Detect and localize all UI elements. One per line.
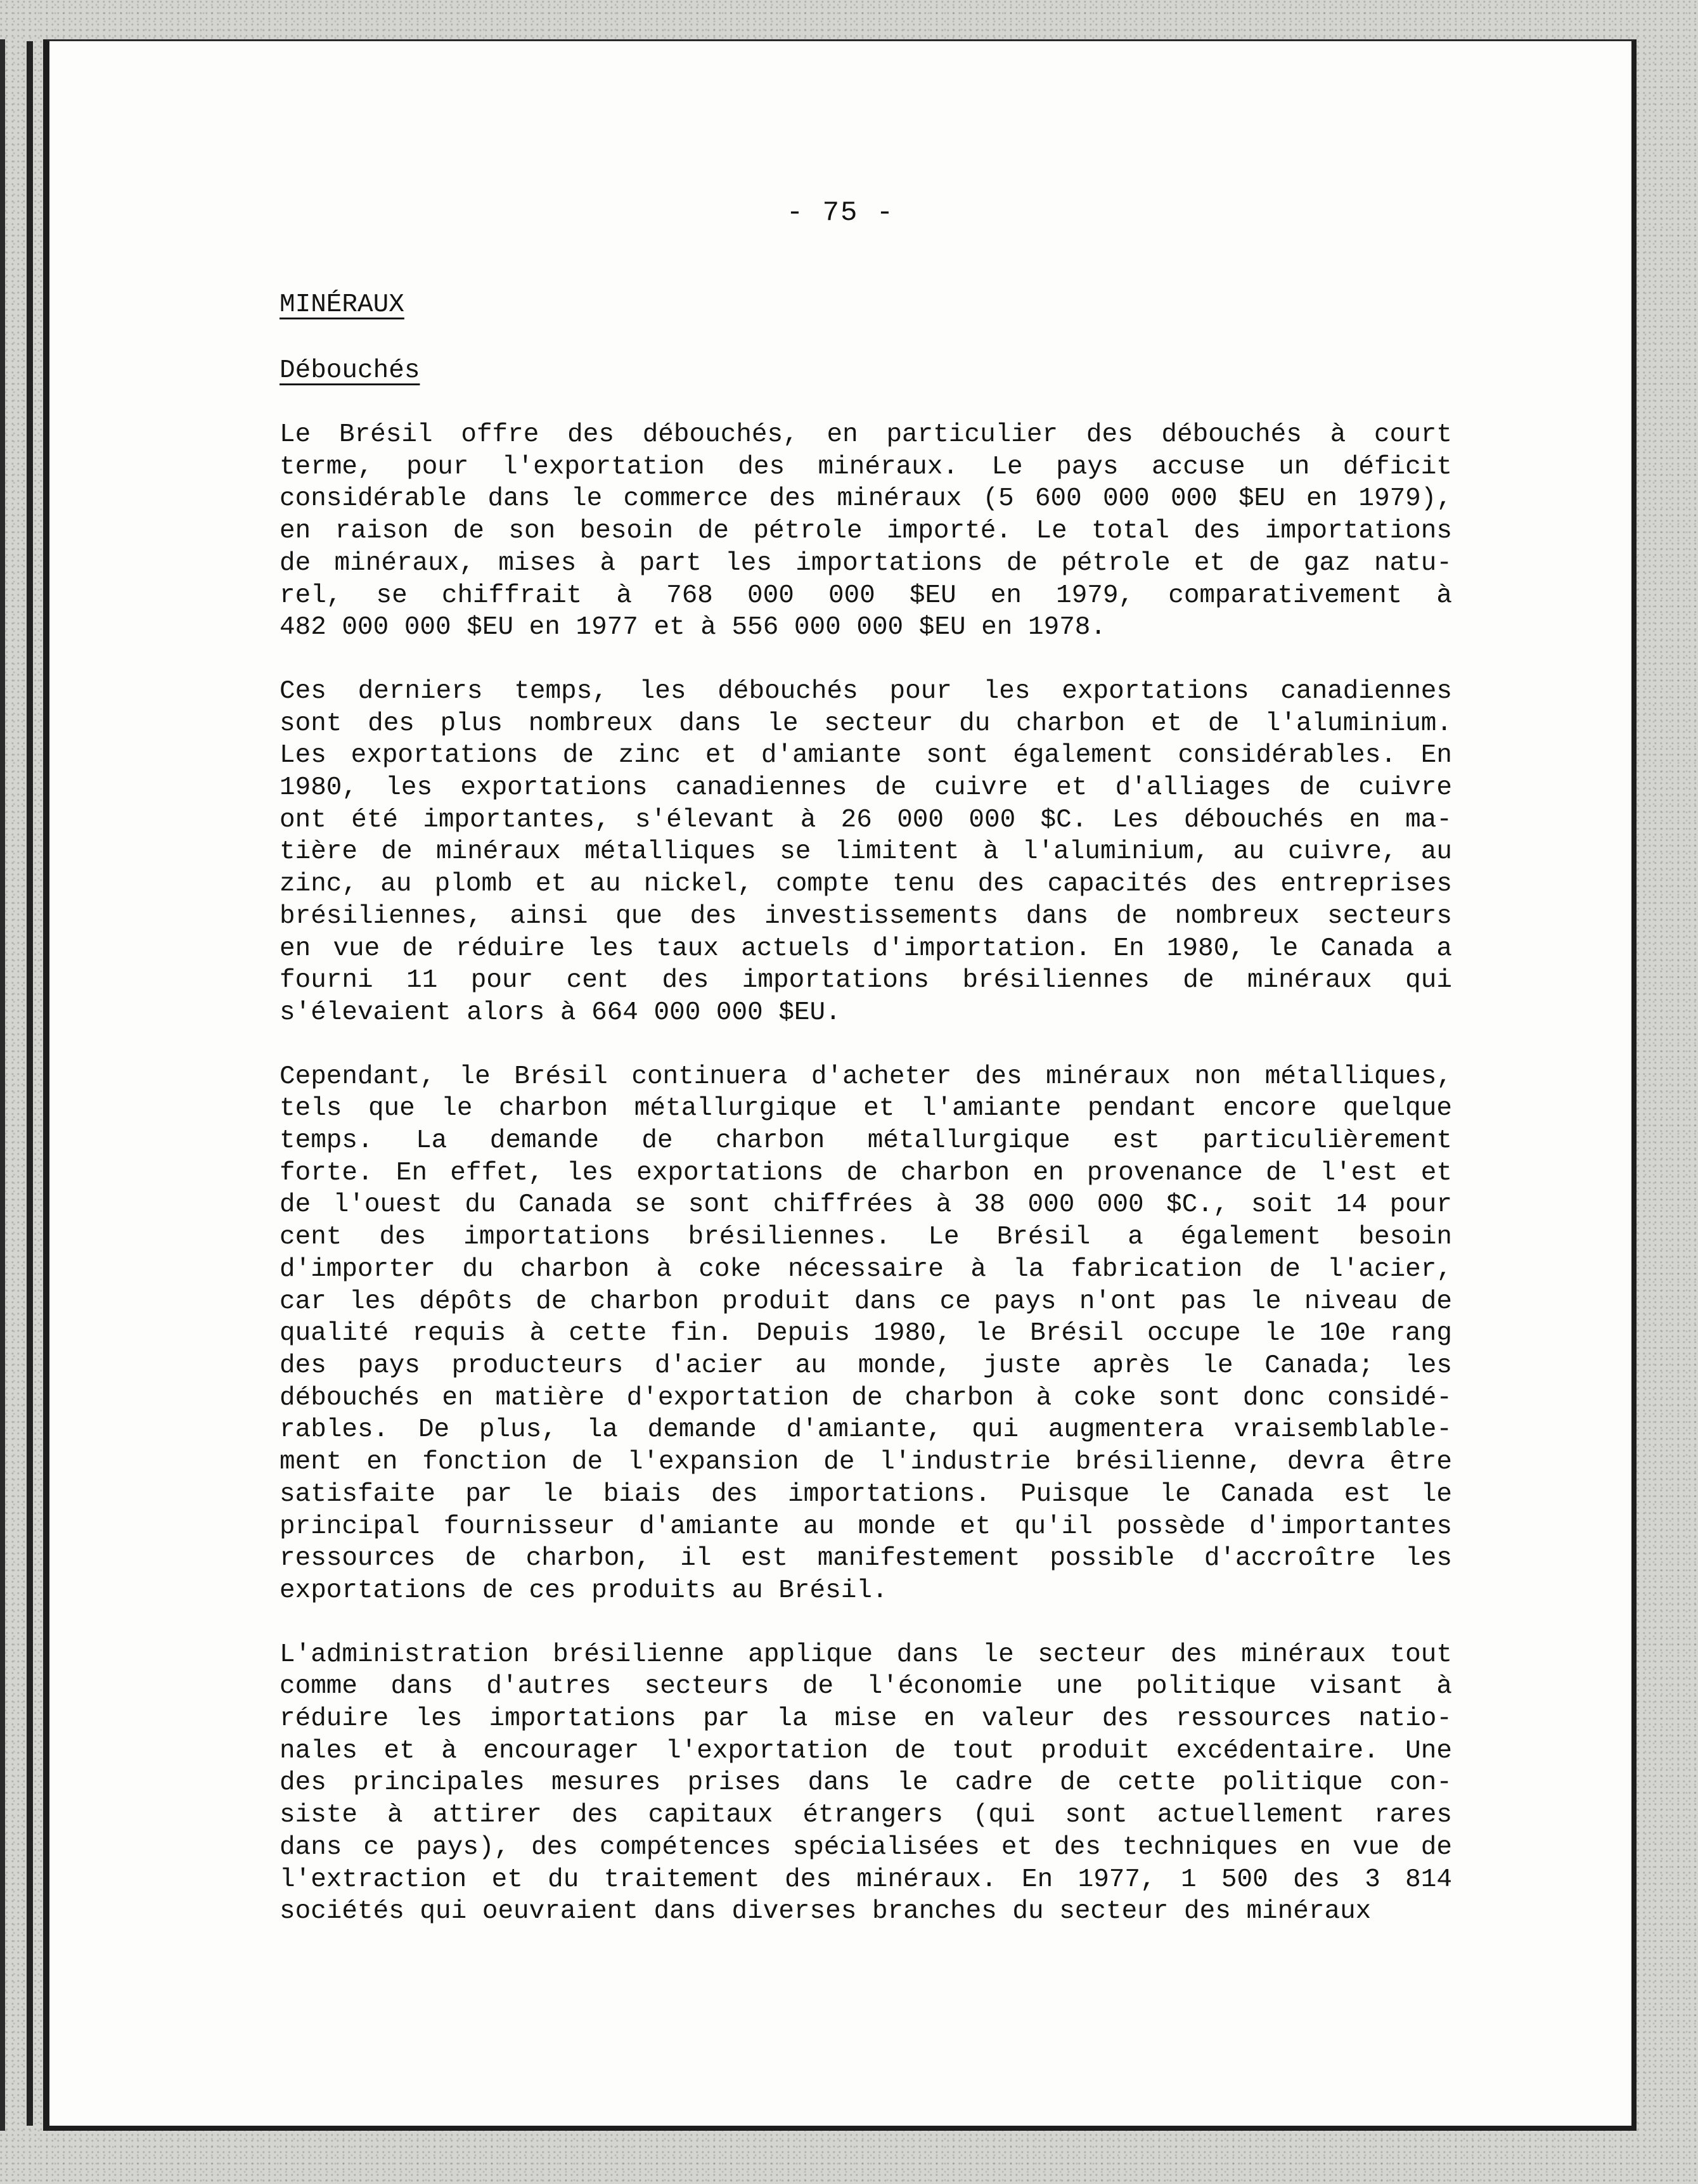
text-line: sont des plus nombreux dans le secteur du charbon et de l'aluminium. bbox=[280, 709, 1452, 738]
section-heading: MINÉRAUX bbox=[280, 290, 404, 319]
text-line: considérable dans le commerce des minéraux (5 600 000 000 $EU en 1979), bbox=[280, 484, 1452, 514]
paragraph bbox=[280, 676, 1452, 1029]
binding-edge bbox=[0, 39, 5, 2131]
paragraph bbox=[280, 419, 1452, 644]
text-line: dans ce pays), des compétences spécialisées et des techniques en vue de bbox=[280, 1832, 1452, 1862]
text-line: comme dans d'autres secteurs de l'économie une politique visant à bbox=[280, 1672, 1452, 1702]
text-line: ont été importantes, s'élevant à 26 000 000 $C. Les débouchés en ma- bbox=[280, 805, 1452, 835]
text-line: terme, pour l'exportation des minéraux. Le pays accuse un déficit bbox=[280, 452, 1452, 482]
text-line: de minéraux, mises à part les importations de pétrole et de gaz natu- bbox=[280, 548, 1452, 578]
text-line: tière de minéraux métalliques se limitent à l'aluminium, au cuivre, au bbox=[280, 837, 1452, 867]
text-line: sociétés qui oeuvraient dans diverses branches du secteur des minéraux bbox=[280, 1897, 1372, 1927]
text-line: zinc, au plomb et au nickel, compte tenu des capacités des entreprises bbox=[280, 870, 1452, 899]
text-line: forte. En effet, les exportations de charbon en provenance de l'est et bbox=[280, 1158, 1452, 1188]
text-line: l'extraction et du traitement des minéraux. En 1977, 1 500 des 3 814 bbox=[280, 1865, 1452, 1894]
text-line: réduire les importations par la mise en valeur des ressources natio- bbox=[280, 1704, 1452, 1734]
text-line: ressources de charbon, il est manifestement possible d'accroître les bbox=[280, 1544, 1452, 1574]
text-line: ment en fonction de l'expansion de l'industrie brésilienne, devra être bbox=[280, 1448, 1452, 1477]
paragraph bbox=[280, 1639, 1452, 1928]
page-content bbox=[280, 288, 1452, 1960]
text-line: nales et à encourager l'exportation de tout produit excédentaire. Une bbox=[280, 1736, 1452, 1766]
paragraph bbox=[280, 1061, 1452, 1607]
text-line: temps. La demande de charbon métallurgique est particulièrement bbox=[280, 1126, 1452, 1156]
text-line: d'importer du charbon à coke nécessaire à la fabrication de l'acier, bbox=[280, 1254, 1452, 1284]
text-line: fourni 11 pour cent des importations brésiliennes de minéraux qui bbox=[280, 966, 1452, 996]
text-line: cent des importations brésiliennes. Le Brésil a également besoin bbox=[280, 1223, 1452, 1252]
sub-heading: Débouchés bbox=[280, 356, 420, 385]
text-line: brésiliennes, ainsi que des investissements dans de nombreux secteurs bbox=[280, 901, 1452, 931]
text-line: satisfaite par le biais des importations. Puisque le Canada est le bbox=[280, 1479, 1452, 1509]
text-line: Cependant, le Brésil continuera d'acheter des minéraux non métalliques, bbox=[280, 1062, 1452, 1091]
text-line: tels que le charbon métallurgique et l'amiante pendant encore quelque bbox=[280, 1094, 1452, 1124]
text-line: siste à attirer des capitaux étrangers (qui sont actuellement rares bbox=[280, 1801, 1452, 1830]
text-line: 482 000 000 $EU en 1977 et à 556 000 000 $EU en 1978. bbox=[280, 613, 1107, 643]
document-page bbox=[43, 39, 1637, 2131]
text-line: des principales mesures prises dans le cadre de cette politique con- bbox=[280, 1768, 1452, 1798]
text-line: Le Brésil offre des débouchés, en particulier des débouchés à court bbox=[280, 420, 1452, 449]
text-line: en vue de réduire les taux actuels d'importation. En 1980, le Canada a bbox=[280, 934, 1452, 963]
text-line: en raison de son besoin de pétrole importé. Le total des importations bbox=[280, 517, 1452, 546]
text-line: exportations de ces produits au Brésil. bbox=[280, 1576, 888, 1605]
text-line: principal fournisseur d'amiante au monde et qu'il possède d'importantes bbox=[280, 1512, 1452, 1541]
page-number: - 75 - bbox=[786, 197, 895, 229]
text-line: car les dépôts de charbon produit dans ce pays n'ont pas le niveau de bbox=[280, 1287, 1452, 1316]
text-line: rables. De plus, la demande d'amiante, qui augmentera vraisemblable- bbox=[280, 1415, 1452, 1445]
text-line: L'administration brésilienne applique dans le secteur des minéraux tout bbox=[280, 1640, 1452, 1669]
body-text bbox=[280, 419, 1452, 1928]
text-line: s'élevaient alors à 664 000 000 $EU. bbox=[280, 998, 841, 1027]
text-line: Ces derniers temps, les débouchés pour les exportations canadiennes bbox=[280, 676, 1452, 706]
text-line: Les exportations de zinc et d'amiante sont également considérables. En bbox=[280, 741, 1452, 771]
text-line: qualité requis à cette fin. Depuis 1980, le Brésil occupe le 10e rang bbox=[280, 1319, 1452, 1349]
text-line: rel, se chiffrait à 768 000 000 $EU en 1979, comparativement à bbox=[280, 581, 1452, 610]
text-line: débouchés en matière d'exportation de charbon à coke sont donc considé- bbox=[280, 1383, 1452, 1413]
text-line: des pays producteurs d'acier au monde, juste après le Canada; les bbox=[280, 1351, 1452, 1380]
text-line: 1980, les exportations canadiennes de cuivre et d'alliages de cuivre bbox=[280, 773, 1452, 803]
text-line: de l'ouest du Canada se sont chiffrées à 38 000 000 $C., soit 14 pour bbox=[280, 1190, 1452, 1220]
